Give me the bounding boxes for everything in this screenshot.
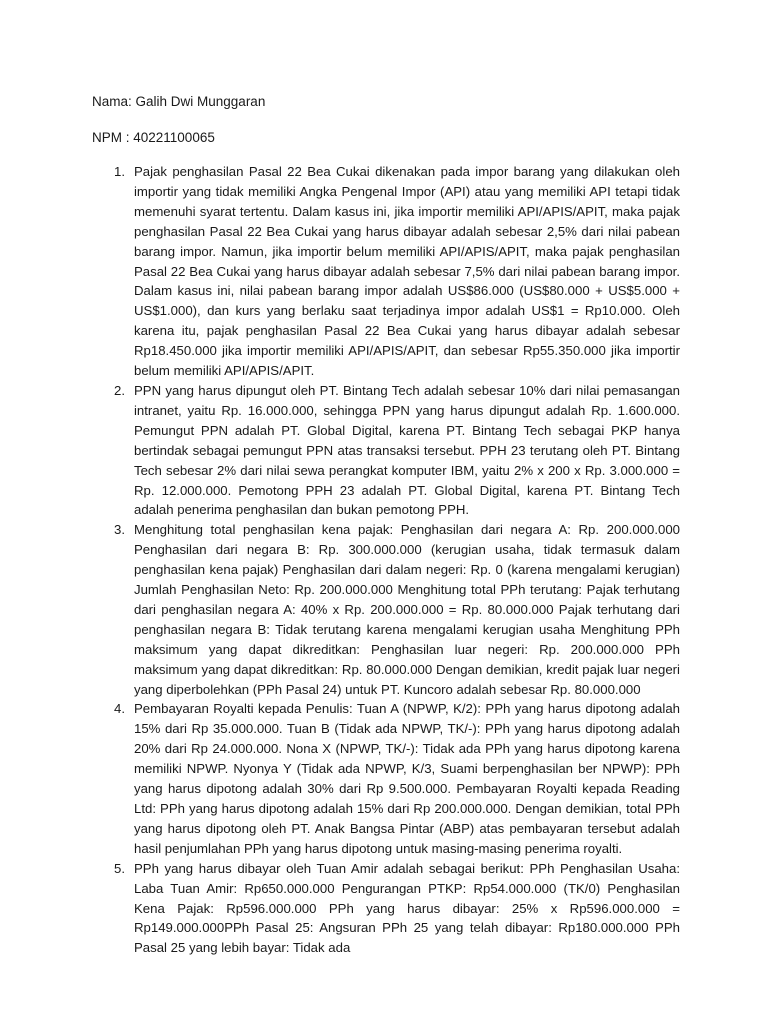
answer-number: 1. [114,164,125,179]
answer-text: PPN yang harus dipungut oleh PT. Bintang Tech adalah sebesar 10% dari nilai pemasangan intranet, yaitu Rp. 16.000.000, sehingga PPN yang harus dipungut adalah Rp. 1.600.000. Pemungut PPN adalah PT. Global Digital, karena PT. Bintang Tech sebagai PKP hanya bertindak sebagai pemungut PPN atas transaksi tersebut. PPH 23 terutang oleh PT. Bintang Tech sebesar 2% dari nilai sewa perangkat komputer IBM, yaitu 2% x 200 x Rp. 3.000.000 = Rp. 12.000.000. Pemotong PPH 23 adalah PT. Global Digital, karena PT. Bintang Tech adalah penerima penghasilan dan bukan pemotong PPH. [134,382,680,518]
answer-item [92,520,680,699]
answer-number: 5. [114,860,125,876]
answer-text: Menghitung total penghasilan kena pajak: Penghasilan dari negara A: Rp. 200.000.000 Penghasilan dari negara B: Rp. 300.000.000 (kerugian usaha, tidak termasuk dalam penghasilan kena pajak) Penghasilan dari dalam negeri: Rp. 0 (karena mengalami kerugian) Jumlah Penghasilan Neto: Rp. 200.000.000 Menghitung total PPh terutang: Pajak terhutang dari penghasilan negara A: 40% x Rp. 200.000.000 = Rp. 80.000.000 Pajak terhutang dari penghasilan negara B: Tidak terutang karena mengalami kerugian usaha Menghitung PPh maksimum yang dapat dikreditkan: Penghasilan luar negeri: Rp. 200.000.000 PPh maksimum yang dapat dikreditkan: Rp. 80.000.000 Dengan demikian, kredit pajak luar negeri yang diperbolehkan (PPh Pasal 24) untuk PT. Kuncoro adalah sebesar Rp. 80.000.000 [134,522,680,697]
answer-list [92,162,680,958]
answer-number: 4. [114,701,125,717]
answer-text: PPh yang harus dibayar oleh Tuan Amir adalah sebagai berikut: PPh Penghasilan Usaha: Laba Tuan Amir: Rp650.000.000 Pengurangan PTKP: Rp54.000.000 (TK/0) Penghasilan Kena Pajak: Rp596.000.000 PPh yang harus dibayar: 25% x Rp596.000.000 = Rp149.000.000PPh Pasal 25: Angsuran PPh 25 yang telah dibayar: Rp180.000.000 PPh Pasal 25 yang lebih bayar: Tidak ada [134,860,680,956]
answer-item [92,859,680,959]
student-npm: NPM : 40221100065 [92,130,215,145]
answer-item [92,381,680,520]
answer-item [92,162,680,381]
answer-number: 3. [114,522,125,538]
answer-text: Pajak penghasilan Pasal 22 Bea Cukai dikenakan pada impor barang yang dilakukan oleh importir yang tidak memiliki Angka Pengenal Impor (API) atau yang memiliki API tetapi tidak memenuhi syarat tertentu. Dalam kasus ini, jika importir memiliki API/APIS/APIT, maka pajak penghasilan Pasal 22 Bea Cukai yang harus dibayar adalah sebesar 2,5% dari nilai pabean barang impor. Namun, jika importir belum memiliki API/APIS/APIT, maka pajak penghasilan Pasal 22 Bea Cukai yang harus dibayar adalah sebesar 7,5% dari nilai pabean barang impor. Dalam kasus ini, nilai pabean barang impor adalah US$86.000 (US$80.000 + US$5.000 + US$1.000), dan kurs yang berlaku saat terjadinya impor adalah US$1 = Rp10.000. Oleh karena itu, pajak penghasilan Pasal 22 Bea Cukai yang harus dibayar adalah sebesar Rp18.450.000 jika importir memiliki API/APIS/APIT, dan sebesar Rp55.350.000 jika importir belum memiliki API/APIS/APIT. [134,164,680,379]
answer-text: Pembayaran Royalti kepada Penulis: Tuan A (NPWP, K/2): PPh yang harus dipotong adalah 15% dari Rp 35.000.000. Tuan B (Tidak ada NPWP, TK/-): PPh yang harus dipotong adalah 20% dari Rp 24.000.000. Nona X (NPWP, TK/-): Tidak ada PPh yang harus dipotong karena memiliki NPWP. Nyonya Y (Tidak ada NPWP, K/3, Suami berpenghasilan ber NPWP): PPh yang harus dipotong adalah 30% dari Rp 9.500.000. Pembayaran Royalti kepada Reading Ltd: PPh yang harus dipotong adalah 15% dari Rp 200.000.000. Dengan demikian, total PPh yang harus dipotong oleh PT. Anak Bangsa Pintar (ABP) atas pembayaran tersebut adalah hasil penjumlahan PPh yang harus dipotong untuk masing-masing penerima royalti. [134,701,680,856]
answer-number: 2. [114,382,125,398]
student-name: Nama: Galih Dwi Munggaran [92,94,266,109]
answer-item [92,699,680,858]
